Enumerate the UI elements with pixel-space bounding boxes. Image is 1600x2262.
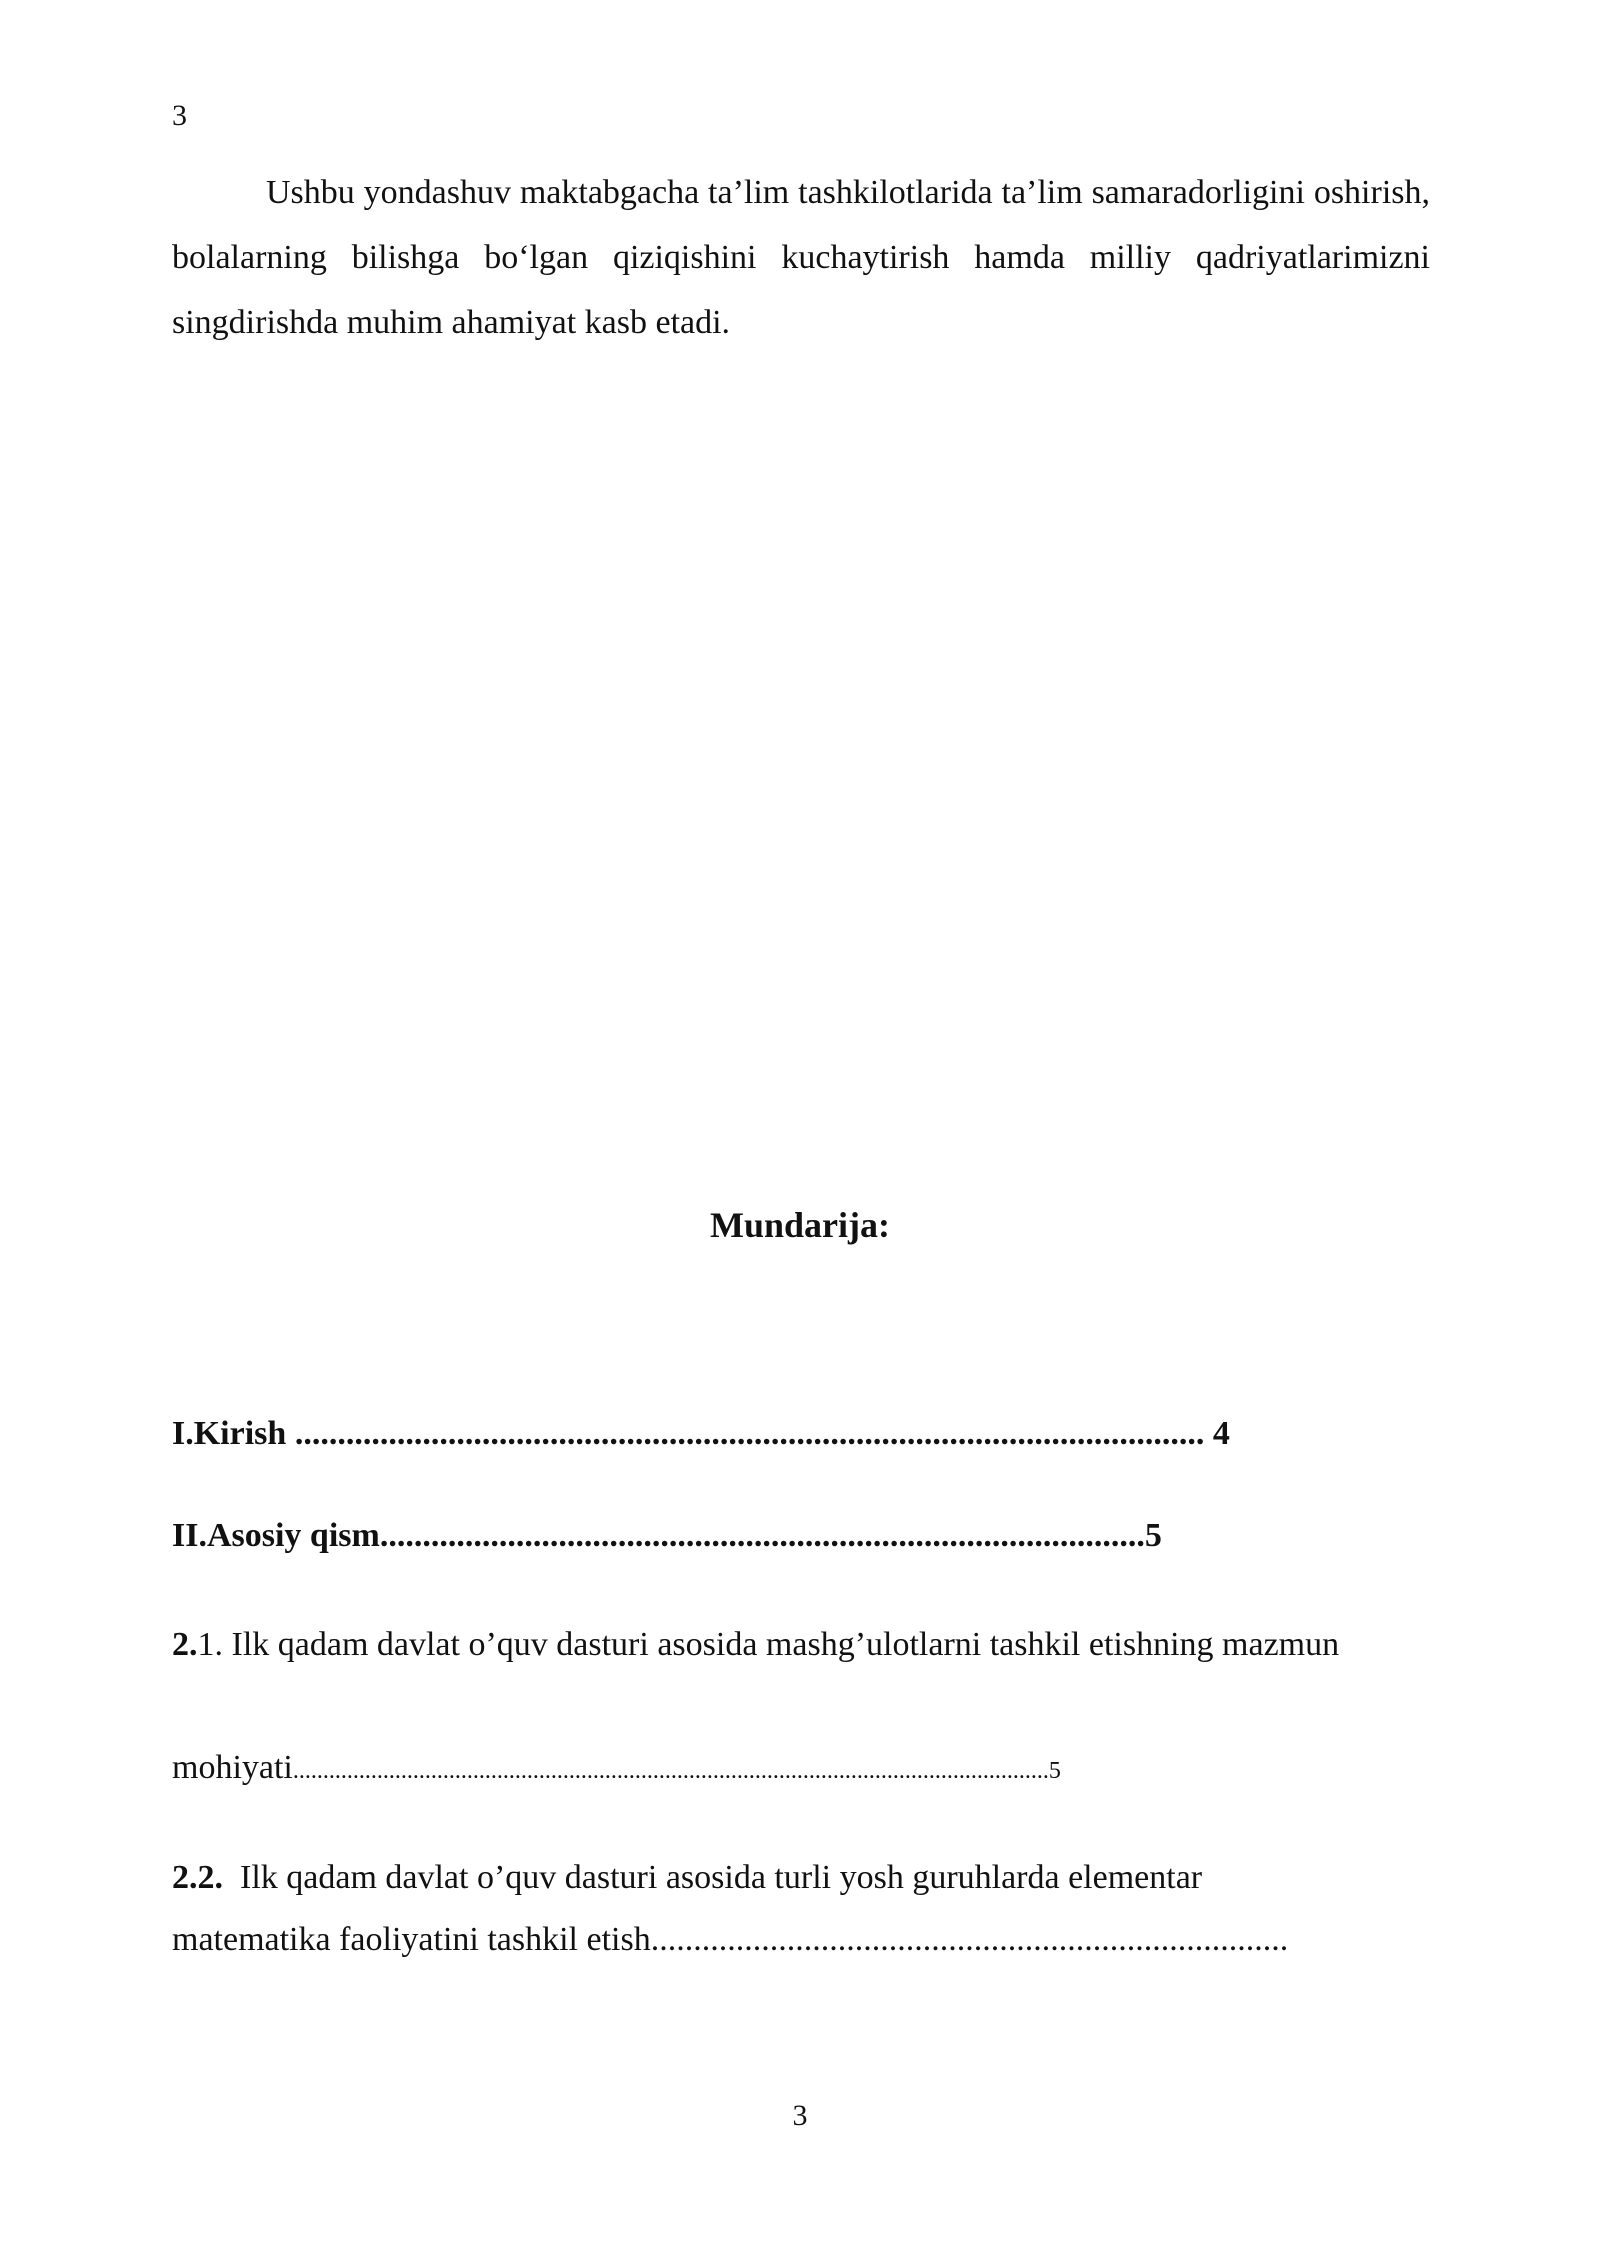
toc-entry-text: Ilk qadam davlat o’quv dasturi asosida turli yosh guruhlarda elementar bbox=[223, 1859, 1203, 1896]
toc-entry-2-2-tail bbox=[172, 1915, 1430, 1965]
toc-entry-leader: ........................................................................................................... bbox=[294, 1415, 1205, 1452]
toc-entry-page: 5 bbox=[1048, 1758, 1061, 1784]
header-page-number: 3 bbox=[172, 99, 187, 132]
toc-entry-number-rest: 1. bbox=[197, 1626, 223, 1663]
toc-entry-label: II.Asosiy qism bbox=[172, 1517, 380, 1554]
toc-entry-text: Ilk qadam davlat o’quv dasturi asosida mashg’ulotlarni tashkil etishning mazmun bbox=[223, 1626, 1340, 1663]
toc-entry-label: I.Kirish bbox=[172, 1415, 295, 1452]
toc-entry-leader: .......................................................................................... bbox=[379, 1517, 1145, 1554]
toc-entry-asosiy-qism bbox=[172, 1511, 1430, 1561]
toc-entry-number: 2.2. bbox=[172, 1859, 223, 1896]
toc-entry-2-2 bbox=[172, 1845, 1430, 1910]
toc-entry-leader: .............................................................................................................................. bbox=[292, 1758, 1049, 1784]
toc-title: Mundarija: bbox=[710, 1205, 890, 1245]
toc-entry-leader: ........................................................................... bbox=[650, 1921, 1289, 1958]
toc-entry-2-1-tail bbox=[172, 1743, 1430, 1796]
toc-entry-kirish bbox=[172, 1409, 1430, 1459]
toc-entry-2-1 bbox=[172, 1612, 1430, 1677]
intro-paragraph: Ushbu yondashuv maktabgacha ta’lim tashkilotlarida ta’lim samaradorligini oshirish, bolalarning bilishga bo‘lgan qiziqishini kuchaytirish hamda milliy qadriyatlarimizni singdirishda muhim ahamiyat kasb etadi. bbox=[172, 174, 1430, 341]
toc-entry-tail-text: matematika faoliyatini tashkil etish bbox=[172, 1921, 651, 1958]
toc-entry-tail-text: mohiyati bbox=[172, 1749, 293, 1786]
toc-entry-page: 4 bbox=[1204, 1415, 1230, 1452]
toc-entry-page: 5 bbox=[1144, 1517, 1162, 1554]
footer-page-number: 3 bbox=[792, 2099, 808, 2132]
toc-entry-number: 2. bbox=[172, 1626, 198, 1663]
